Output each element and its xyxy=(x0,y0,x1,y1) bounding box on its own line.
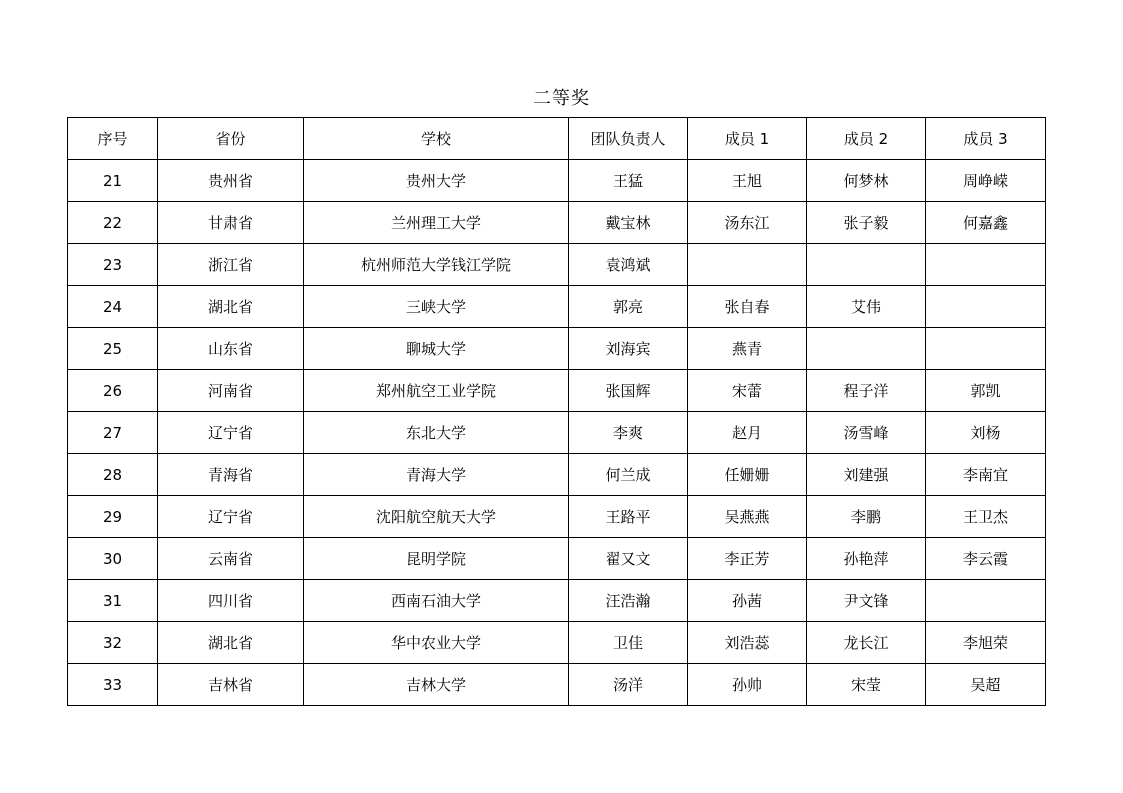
cell-member-2: 宋莹 xyxy=(807,664,926,706)
cell-member-2: 何梦林 xyxy=(807,160,926,202)
header-index: 序号 xyxy=(68,118,158,160)
cell-team-leader: 戴宝林 xyxy=(569,202,688,244)
cell-index: 33 xyxy=(68,664,158,706)
cell-member-2: 艾伟 xyxy=(807,286,926,328)
cell-index: 26 xyxy=(68,370,158,412)
table-row xyxy=(68,454,1046,496)
cell-member-2: 李鹏 xyxy=(807,496,926,538)
cell-team-leader: 郭亮 xyxy=(569,286,688,328)
page-title: 二等奖 xyxy=(533,88,590,109)
header-team-leader: 团队负责人 xyxy=(569,118,688,160)
table-row xyxy=(68,664,1046,706)
cell-member-1: 孙茜 xyxy=(688,580,807,622)
cell-member-3: 李南宜 xyxy=(926,454,1046,496)
cell-member-3 xyxy=(926,286,1046,328)
table-row xyxy=(68,160,1046,202)
header-member-3: 成员 3 xyxy=(926,118,1046,160)
table-row xyxy=(68,328,1046,370)
table-header-row xyxy=(68,118,1046,160)
cell-index: 25 xyxy=(68,328,158,370)
cell-index: 29 xyxy=(68,496,158,538)
cell-province: 青海省 xyxy=(158,454,304,496)
cell-team-leader: 卫佳 xyxy=(569,622,688,664)
cell-member-3: 李云霞 xyxy=(926,538,1046,580)
cell-member-1: 孙帅 xyxy=(688,664,807,706)
table-row xyxy=(68,622,1046,664)
cell-team-leader: 汪浩瀚 xyxy=(569,580,688,622)
cell-member-2 xyxy=(807,244,926,286)
cell-school: 青海大学 xyxy=(304,454,569,496)
cell-index: 23 xyxy=(68,244,158,286)
cell-member-1: 任姗姗 xyxy=(688,454,807,496)
cell-index: 30 xyxy=(68,538,158,580)
cell-school: 杭州师范大学钱江学院 xyxy=(304,244,569,286)
table-row xyxy=(68,244,1046,286)
cell-province: 甘肃省 xyxy=(158,202,304,244)
header-member-1: 成员 1 xyxy=(688,118,807,160)
table-row xyxy=(68,496,1046,538)
awards-table xyxy=(67,117,1046,706)
cell-school: 华中农业大学 xyxy=(304,622,569,664)
cell-member-1: 李正芳 xyxy=(688,538,807,580)
cell-member-2: 龙长江 xyxy=(807,622,926,664)
cell-member-2: 张子毅 xyxy=(807,202,926,244)
cell-school: 贵州大学 xyxy=(304,160,569,202)
cell-province: 山东省 xyxy=(158,328,304,370)
cell-member-1: 王旭 xyxy=(688,160,807,202)
cell-school: 昆明学院 xyxy=(304,538,569,580)
cell-member-2: 尹文锋 xyxy=(807,580,926,622)
header-member-2: 成员 2 xyxy=(807,118,926,160)
cell-member-1: 张自春 xyxy=(688,286,807,328)
cell-member-2: 程子洋 xyxy=(807,370,926,412)
cell-team-leader: 王路平 xyxy=(569,496,688,538)
cell-index: 28 xyxy=(68,454,158,496)
cell-member-2: 孙艳萍 xyxy=(807,538,926,580)
cell-province: 湖北省 xyxy=(158,286,304,328)
cell-school: 郑州航空工业学院 xyxy=(304,370,569,412)
cell-member-3: 王卫杰 xyxy=(926,496,1046,538)
cell-team-leader: 李爽 xyxy=(569,412,688,454)
cell-team-leader: 翟又文 xyxy=(569,538,688,580)
table-row xyxy=(68,202,1046,244)
cell-member-2: 刘建强 xyxy=(807,454,926,496)
cell-team-leader: 汤洋 xyxy=(569,664,688,706)
cell-province: 辽宁省 xyxy=(158,496,304,538)
cell-member-1: 赵月 xyxy=(688,412,807,454)
header-province: 省份 xyxy=(158,118,304,160)
cell-school: 吉林大学 xyxy=(304,664,569,706)
header-school: 学校 xyxy=(304,118,569,160)
cell-team-leader: 袁鸿斌 xyxy=(569,244,688,286)
cell-province: 河南省 xyxy=(158,370,304,412)
cell-member-1: 吴燕燕 xyxy=(688,496,807,538)
cell-school: 东北大学 xyxy=(304,412,569,454)
table-row xyxy=(68,412,1046,454)
cell-school: 兰州理工大学 xyxy=(304,202,569,244)
cell-index: 21 xyxy=(68,160,158,202)
cell-province: 吉林省 xyxy=(158,664,304,706)
cell-member-3 xyxy=(926,328,1046,370)
cell-member-1: 汤东江 xyxy=(688,202,807,244)
cell-member-3: 吴超 xyxy=(926,664,1046,706)
cell-member-3 xyxy=(926,580,1046,622)
cell-team-leader: 刘海宾 xyxy=(569,328,688,370)
cell-team-leader: 王猛 xyxy=(569,160,688,202)
cell-member-3 xyxy=(926,244,1046,286)
cell-province: 湖北省 xyxy=(158,622,304,664)
table-row xyxy=(68,538,1046,580)
cell-index: 31 xyxy=(68,580,158,622)
cell-school: 西南石油大学 xyxy=(304,580,569,622)
table-row xyxy=(68,370,1046,412)
cell-province: 四川省 xyxy=(158,580,304,622)
cell-member-1: 燕青 xyxy=(688,328,807,370)
cell-province: 贵州省 xyxy=(158,160,304,202)
cell-province: 浙江省 xyxy=(158,244,304,286)
cell-team-leader: 何兰成 xyxy=(569,454,688,496)
cell-member-1: 刘浩蕊 xyxy=(688,622,807,664)
cell-member-3: 周峥嵘 xyxy=(926,160,1046,202)
table-row xyxy=(68,286,1046,328)
cell-member-1: 宋蕾 xyxy=(688,370,807,412)
cell-member-3: 李旭荣 xyxy=(926,622,1046,664)
cell-school: 聊城大学 xyxy=(304,328,569,370)
cell-team-leader: 张国辉 xyxy=(569,370,688,412)
cell-province: 云南省 xyxy=(158,538,304,580)
cell-index: 24 xyxy=(68,286,158,328)
cell-member-2: 汤雪峰 xyxy=(807,412,926,454)
cell-province: 辽宁省 xyxy=(158,412,304,454)
cell-member-3: 刘杨 xyxy=(926,412,1046,454)
cell-school: 三峡大学 xyxy=(304,286,569,328)
cell-member-1 xyxy=(688,244,807,286)
cell-index: 32 xyxy=(68,622,158,664)
cell-member-2 xyxy=(807,328,926,370)
cell-member-3: 郭凯 xyxy=(926,370,1046,412)
cell-index: 22 xyxy=(68,202,158,244)
cell-index: 27 xyxy=(68,412,158,454)
cell-school: 沈阳航空航天大学 xyxy=(304,496,569,538)
cell-member-3: 何嘉鑫 xyxy=(926,202,1046,244)
table-row xyxy=(68,580,1046,622)
